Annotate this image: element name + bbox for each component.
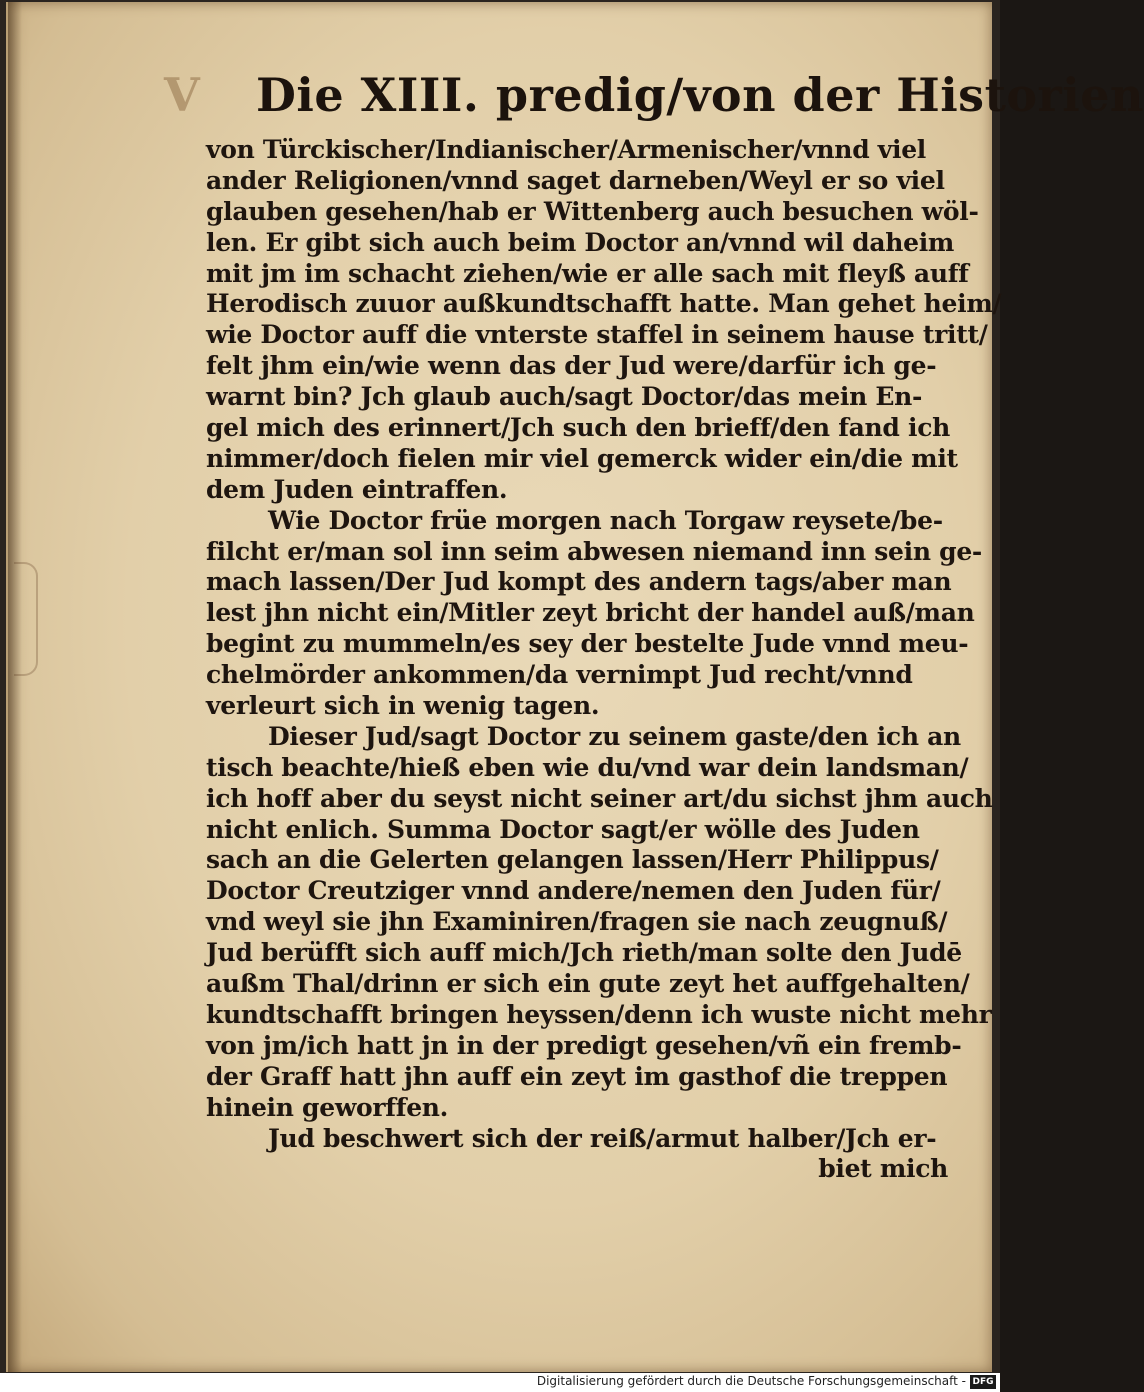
text-line: wie Doctor auff die vnterste staffel in seinem hause tritt/ — [206, 320, 988, 350]
text-line: tisch beachte/hieß eben wie du/vnd war dein landsman/ — [206, 752, 969, 782]
text-line: lest jhn nicht ein/Mitler zeyt bricht der handel auß/man — [206, 598, 975, 628]
text-line: hinein geworffen. — [206, 1092, 449, 1122]
text-line: von Türckischer/Indianischer/Armenischer/vnnd viel — [206, 135, 926, 164]
text-line: mach lassen/Der Jud kompt des andern tags/aber man — [206, 567, 952, 597]
text-line: nimmer/doch fielen mir viel gemerck wider ein/die mit — [206, 443, 958, 473]
bleed-through-letter: V — [164, 68, 201, 122]
text-line: ich hoff aber du seyst nicht seiner art/du sichst jhm auch — [206, 783, 993, 813]
text-line: glauben gesehen/hab er Wittenberg auch besuchen wöl- — [206, 196, 979, 226]
running-head — [164, 68, 1144, 132]
digitization-footer — [0, 1373, 1000, 1392]
book-page — [6, 2, 1144, 1372]
text-line: filcht er/man sol inn seim abwesen niemand inn sein ge- — [206, 536, 983, 566]
text-line: nicht enlich. Summa Doctor sagt/er wölle des Juden — [206, 814, 920, 844]
text-line: biet mich — [818, 1154, 948, 1184]
text-line: Herodisch zuuor außkundtschafft hatte. Man gehet heim/ — [206, 289, 1002, 319]
text-line: len. Er gibt sich auch beim Doctor an/vnnd wil daheim — [206, 227, 955, 257]
text-line: verleurt sich in wenig tagen. — [206, 691, 600, 721]
text-line: kundtschafft bringen heyssen/denn ich wuste nicht mehr — [206, 999, 992, 1029]
text-line: vnd weyl sie jhn Examiniren/fragen sie nach zeugnuß/ — [206, 907, 948, 937]
spine-shadow — [8, 2, 22, 1372]
text-line: Jud berüfft sich auff mich/Jch rieth/man solte den Judē — [206, 938, 962, 968]
dfg-logo-icon: DFG — [970, 1375, 996, 1389]
page-body-text — [206, 135, 1002, 1185]
text-line: der Graff hatt jhn auff ein zeyt im gasthof die treppen — [206, 1061, 948, 1091]
text-line: Jud beschwert sich der reiß/armut halber/Jch er- — [268, 1123, 937, 1153]
text-line: Dieser Jud/sagt Doctor zu seinem gaste/den ich an — [268, 721, 961, 751]
running-head-title: Die XIII. predig/von der Historien — [256, 68, 1144, 122]
text-line: warnt bin? Jch glaub auch/sagt Doctor/das mein En- — [206, 382, 923, 412]
text-line: gel mich des erinnert/Jch such den brieff/den fand ich — [206, 413, 951, 443]
text-line: felt jhm ein/wie wenn das der Jud were/darfür ich ge- — [206, 351, 937, 381]
text-line: chelmörder ankommen/da vernimpt Jud recht/vnnd — [206, 660, 913, 690]
text-line: ander Religionen/vnnd saget darneben/Weyl er so viel — [206, 165, 945, 195]
text-line: Doctor Creutziger vnnd andere/nemen den Juden für/ — [206, 876, 941, 906]
text-line: mit jm im schacht ziehen/wie er alle sach mit fleyß auff — [206, 258, 969, 288]
text-line: sach an die Gelerten gelangen lassen/Herr Philippus/ — [206, 845, 939, 875]
text-line: begint zu mummeln/es sey der bestelte Jude vnnd meu- — [206, 629, 969, 659]
text-line: dem Juden eintraffen. — [206, 474, 508, 504]
text-line: außm Thal/drinn er sich ein gute zeyt het auffgehalten/ — [206, 969, 970, 999]
text-line: Wie Doctor früe morgen nach Torgaw reysete/be- — [268, 505, 943, 535]
text-line: von jm/ich hatt jn in der predigt gesehen/vñ ein fremb- — [206, 1030, 962, 1060]
footer-credit: Digitalisierung gefördert durch die Deutsche Forschungsgemeinschaft - — [536, 1374, 966, 1388]
